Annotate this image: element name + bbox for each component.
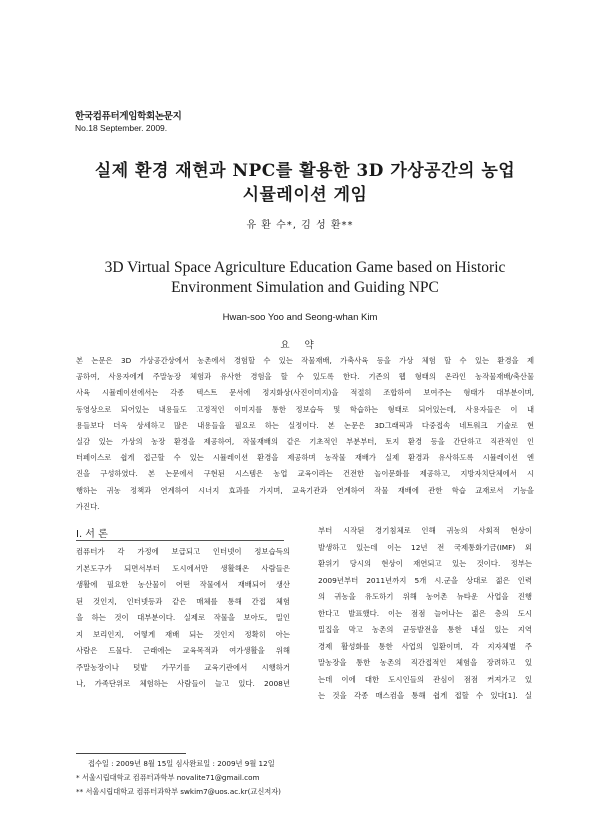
footnote-divider bbox=[76, 753, 186, 754]
footnote-author-1: * 서울시립대학교 컴퓨터과학부 novalite71@gmail.com bbox=[76, 773, 260, 782]
abstract-line: 공하여, 사용자에게 주말농장 체험과 유사한 경험을 할 수 있도록 한다. 기존의 웹 형태의 온라인 농작물재배/축산물 bbox=[76, 372, 534, 382]
abstract-line: 행하는 귀농 정책과 연계하여 시너지 효과를 가지며, 교육기관과 연계하여 작물 재배에 관한 학습 교재로서 기능을 bbox=[76, 485, 534, 495]
abstract-line: 터페이스로 쉽게 접근할 수 있는 시뮬레이션 환경을 제공하며 농작물 재배가 실제 환경과 유사하도록 시뮬레이션 엔 bbox=[76, 453, 534, 463]
body-line: 된 것인지, 인터넷등과 같은 매체를 통해 간접 체험 bbox=[76, 596, 290, 606]
abstract-line: 가진다. bbox=[76, 501, 100, 511]
title-korean-line-1: 실제 환경 재현과 NPC를 활용한 3D 가상공간의 농업 bbox=[94, 161, 516, 181]
body-column-right bbox=[318, 523, 532, 705]
body-line: 발생하고 있는데 이는 12년 전 국제통화기금(IMF) 외 bbox=[318, 542, 532, 552]
abstract-line: 본 논문은 3D 가상공간상에서 농촌에서 경험할 수 있는 작물재배, 가축사육 등을 가상 체험 할 수 있는 환경을 제 bbox=[76, 356, 534, 365]
footnote-author-2: ** 서울시립대학교 컴퓨터과학부 swkim7@uos.ac.kr(교신저자) bbox=[76, 787, 281, 796]
abstract-line: 실감 있는 가상의 농장 환경을 제공하여, 작물재배의 같은 기초적인 부분부터, 토지 환경 등을 간단하고 직관적인 인 bbox=[76, 436, 534, 446]
authors-english: Hwan-soo Yoo and Seong-whan Kim bbox=[222, 312, 378, 323]
body-line: 지 보리인지, 어떻게 재배 되는 것인지 정확히 아는 bbox=[76, 629, 290, 639]
abstract-line: 진을 구성하였다. 본 논문에서 구현된 시스템은 농업 교육이라는 건전한 놀이문화를 제공하고, 지방자치단체에서 시 bbox=[76, 469, 534, 479]
abstract-body bbox=[76, 353, 534, 515]
footnote-received-date: 접수일 : 2009년 8월 15일 심사완료일 : 2009년 9월 12일 bbox=[88, 759, 275, 768]
authors-korean: 유 환 수*, 김 성 환** bbox=[246, 220, 354, 231]
body-line: 경제 활성화를 통한 사업의 일환이며, 각 지자체별 주 bbox=[318, 641, 532, 651]
section-underline bbox=[76, 540, 284, 541]
body-line: 생활에 필요한 농산물이 어떤 작물에서 재배되어 생산 bbox=[76, 580, 290, 589]
body-line: 말농장을 통한 농촌의 직간접적인 체험을 장려하고 있 bbox=[318, 658, 532, 667]
body-line: 는 것을 각종 매스컴을 통해 쉽게 접할 수 있다[1]. 실 bbox=[318, 691, 532, 700]
body-line: 사람은 드물다. 근래에는 교육목적과 여가생활을 위해 bbox=[76, 646, 290, 655]
body-line: 밀집을 막고 농촌의 균등발전을 통한 내실 있는 지역 bbox=[318, 625, 532, 634]
title-english-line-2: Environment Simulation and Guiding NPC bbox=[171, 279, 439, 296]
body-line: 주말농장이나 텃밭 가꾸기를 교육기관에서 시행하거 bbox=[76, 662, 290, 672]
abstract-heading: 요 약 bbox=[280, 340, 320, 351]
body-line: 의 귀농을 유도하기 위해 농어촌 뉴타운 사업을 진행 bbox=[318, 592, 532, 601]
body-line: 기본도구가 되면서부터 도시에서만 생활해온 사람들은 bbox=[76, 563, 290, 573]
body-line: 한다고 발표했다. 이는 점점 늘어나는 젊은 층의 도시 bbox=[318, 608, 532, 618]
body-line: 2009년부터 2011년까지 5개 시.군을 상대로 젊은 인력 bbox=[318, 575, 532, 585]
title-english-line-1: 3D Virtual Space Agriculture Education Game based on Historic bbox=[104, 259, 506, 276]
body-line: 부터 시작된 경기침체로 인해 귀농의 사회적 현상이 bbox=[318, 526, 532, 535]
body-line: 는데 이에 대한 도시인들의 관심이 점점 커져가고 있 bbox=[318, 674, 532, 684]
abstract-line: 동영상으로 되어있는 내용들도 고정적인 이미지를 통한 정보습득 및 학습하는 형태로 되어있는데, 사용자들은 이 내 bbox=[76, 404, 534, 414]
body-line: 나, 가족단위로 체험하는 사람들이 늘고 있다. 2008년 bbox=[76, 679, 290, 688]
body-line: 컴퓨터가 각 가정에 보급되고 인터넷이 정보습득의 bbox=[76, 547, 290, 556]
abstract-line: 사육 시뮬레이션에서는 각종 텍스트 문서에 정지화상(사진이미지)을 적절히 조합하여 보여주는 형태가 대부분이며, bbox=[76, 388, 534, 398]
abstract-line: 용들보다 더욱 상세하고 많은 내용들을 필요로 하는 실정이다. 본 논문은 3D그래픽과 다중접속 네트워크 기술로 현 bbox=[76, 420, 534, 430]
section-heading-introduction: Ⅰ. 서 론 bbox=[76, 529, 108, 540]
body-line: 환위기 당시의 현상이 재연되고 있는 것이다. 정부는 bbox=[318, 559, 532, 568]
journal-name: 한국컴퓨터게임학회논문지 bbox=[75, 111, 182, 122]
body-column-left bbox=[76, 544, 290, 693]
title-korean-line-2: 시뮬레이션 게임 bbox=[242, 185, 368, 205]
issue-info: No.18 September. 2009. bbox=[75, 123, 168, 133]
body-line: 을 하는 것이 대부분이다. 실제로 작물을 보아도, 밀인 bbox=[76, 613, 290, 622]
